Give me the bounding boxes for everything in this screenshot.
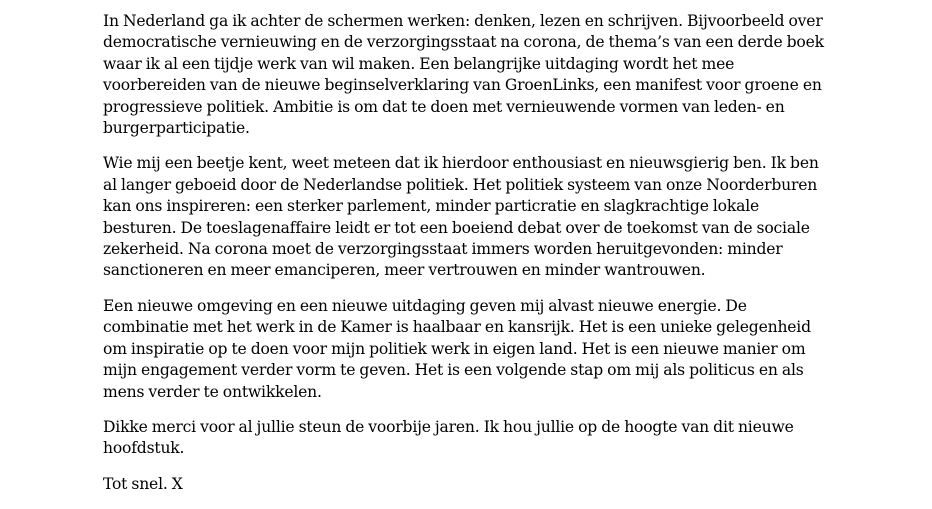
closing-line: Tot snel. X (103, 474, 183, 493)
paragraph-3: Een nieuwe omgeving en een nieuwe uitdaging geven mij alvast nieuwe energie. De combinatie met het werk in de Kamer is haalbaar en kansrijk. Het is een unieke gelegenheid om inspiratie op te doen voor mijn politiek werk in eigen land. Het is een nieuwe manier om mijn engagement verder vorm te geven. Het is een volgende stap om mij als politicus en als mens verder te ontwikkelen. (103, 296, 811, 401)
paragraph-4: Dikke merci voor al jullie steun de voorbije jaren. Ik hou jullie op de hoogte van dit nieuwe hoofdstuk. (103, 417, 794, 458)
paragraph-2: Wie mij een beetje kent, weet meteen dat ik hierdoor enthousiast en nieuwsgierig ben. Ik ben al langer geboeid door de Nederlandse politiek. Het politiek systeem van onze Noorderburen kan ons inspireren: een sterker parlement, minder particratie en slagkrachtige lokale besturen. De toeslagenaffaire leidt er tot een boeiend debat over de toekomst van de sociale zekerheid. Na corona moet de verzorgingsstaat immers worden heruitgevonden: minder sanctioneren en meer emanciperen, meer vertrouwen en minder wantrouwen. (103, 154, 819, 280)
article-body (103, 11, 825, 509)
paragraph-1: In Nederland ga ik achter de schermen werken: denken, lezen en schrijven. Bijvoorbeeld over democratische vernieuwing en de verzorgingsstaat na corona, de thema’s van een derde boek waar ik al een tijdje werk van wil maken. Een belangrijke uitdaging wordt het mee voorbereiden van de nieuwe beginselverklaring van GroenLinks, een manifest voor groene en progressieve politiek. Ambitie is om dat te doen met vernieuwende vormen van leden- en burgerparticipatie. (103, 12, 824, 138)
